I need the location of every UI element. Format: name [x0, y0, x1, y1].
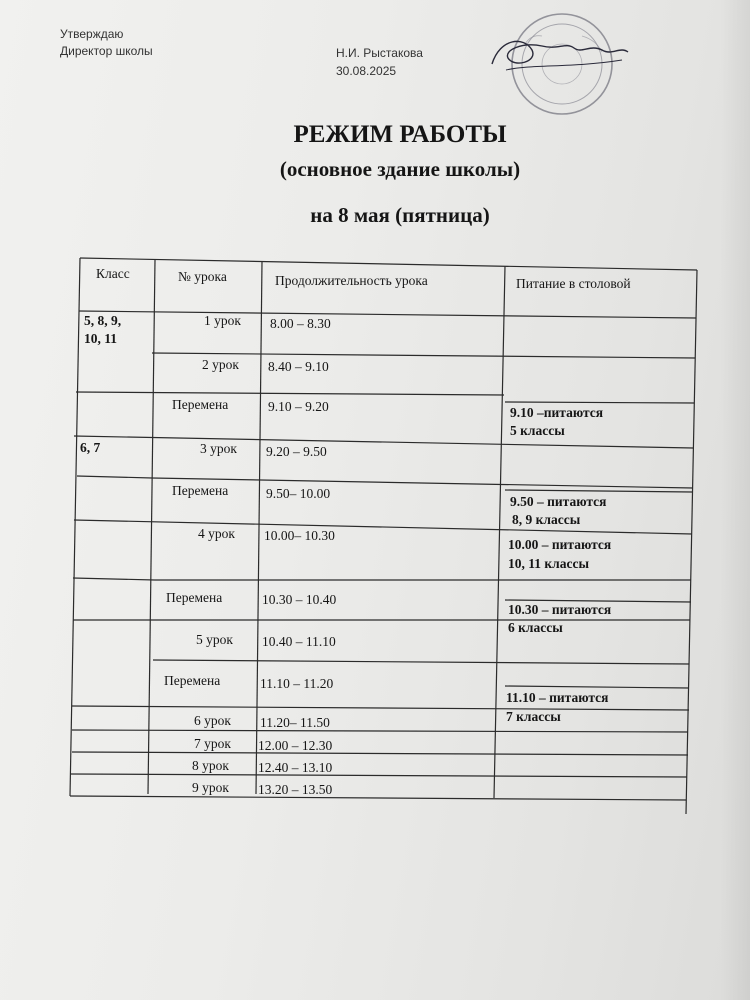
table-row-10-lesson: 6 урок	[194, 713, 231, 728]
table-row-13-lesson: 9 урок	[192, 780, 229, 795]
title-line-3: на 8 мая (пятница)	[310, 203, 490, 227]
table-row-5-meal-line2: 8, 9 классы	[512, 512, 581, 527]
column-header-meal: Питание в столовой	[516, 276, 631, 291]
table-row-4-time: 9.20 – 9.50	[266, 444, 327, 459]
table-row-9-time: 11.10 – 11.20	[260, 676, 334, 691]
table-row-3-lesson: Перемена	[172, 397, 229, 412]
table-row-1-time: 8.00 – 8.30	[270, 316, 331, 331]
table-row-6-meal-line2: 10, 11 классы	[508, 556, 590, 571]
table-row-7-meal-line1: 10.30 – питаются	[508, 602, 612, 617]
column-header-class: Класс	[96, 266, 130, 281]
table-row-9-lesson: Перемена	[164, 673, 221, 688]
table-row-2-time: 8.40 – 9.10	[268, 359, 329, 374]
director-label: Директор школы	[60, 44, 153, 58]
title-line-1: РЕЖИМ РАБОТЫ	[293, 121, 507, 148]
document-title	[0, 118, 750, 232]
approve-label: Утверждаю	[60, 27, 124, 41]
table-row-6-time: 10.00– 10.30	[264, 528, 335, 543]
table-row-2-lesson: 2 урок	[202, 357, 239, 372]
signer-block	[336, 44, 423, 80]
table-row-4-lesson: 3 урок	[200, 441, 237, 456]
director-name: Н.И. Рыстакова	[336, 46, 423, 60]
table-row-11-time: 12.00 – 12.30	[258, 738, 333, 753]
title-line-2: (основное здание школы)	[279, 157, 521, 181]
table-row-8-lesson: 5 урок	[196, 632, 233, 647]
table-row-6-lesson: 4 урок	[198, 526, 235, 541]
table-row-10-time: 11.20– 11.50	[260, 715, 330, 730]
table-row-12-lesson: 8 урок	[192, 758, 229, 773]
table-row-5-lesson: Перемена	[172, 483, 229, 498]
table-row-8-time: 10.40 – 11.10	[262, 634, 336, 649]
school-stamp-signature	[462, 6, 642, 136]
table-row-1-lesson: 1 урок	[204, 313, 241, 328]
table-row-11-lesson: 7 урок	[194, 736, 231, 751]
table-row-6-meal-line1: 10.00 – питаются	[508, 537, 612, 552]
table-row-9-meal-line1: 11.10 – питаются	[506, 690, 609, 705]
table-row-3-meal-line1: 9.10 –питаются	[510, 405, 604, 420]
table-row-1-class-line2: 10, 11	[84, 331, 118, 346]
table-row-5-time: 9.50– 10.00	[266, 486, 331, 501]
table-row-5-meal-line1: 9.50 – питаются	[510, 494, 607, 509]
table-row-12-time: 12.40 – 13.10	[258, 760, 333, 775]
table-row-7-meal-line2: 6 классы	[508, 620, 563, 635]
table-row-3-meal-line2: 5 классы	[510, 423, 565, 438]
column-header-lesson: № урока	[178, 269, 227, 284]
table-row-7-lesson: Перемена	[166, 590, 223, 605]
column-header-duration: Продолжительность урока	[275, 273, 428, 288]
table-row-9-meal-line2: 7 классы	[506, 709, 561, 724]
table-row-7-time: 10.30 – 10.40	[262, 592, 337, 607]
table-row-4-class: 6, 7	[80, 440, 101, 455]
approval-date: 30.08.2025	[336, 64, 397, 78]
table-row-1-class-line1: 5, 8, 9,	[84, 313, 122, 328]
table-row-13-time: 13.20 – 13.50	[258, 782, 333, 797]
table-row-3-time: 9.10 – 9.20	[268, 399, 329, 414]
approval-block	[60, 26, 153, 60]
